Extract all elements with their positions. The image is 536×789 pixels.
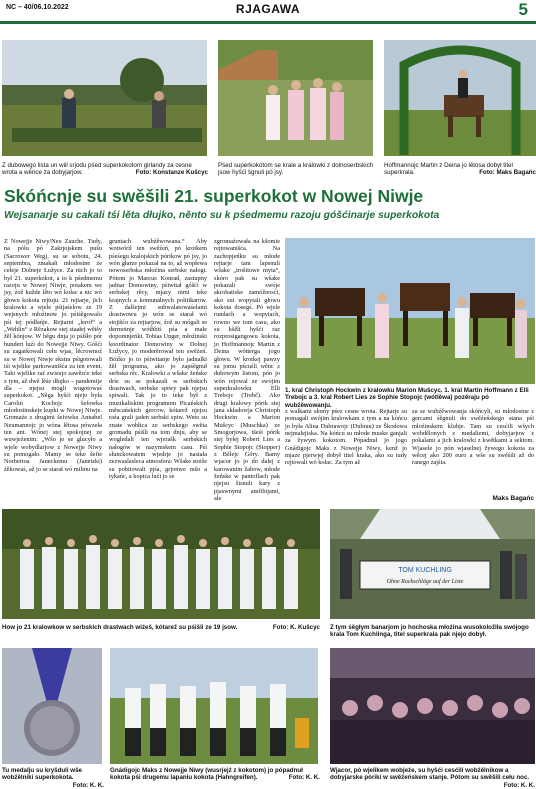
photo-queens-row xyxy=(2,509,320,619)
caption-bottom-3: Tu medalju su kryšduli wše wobźělniki superkokota. Foto: K. K. xyxy=(2,767,104,789)
photo-medal xyxy=(2,648,102,764)
caption-bottom-5: Wjacor, pó wjelikem wobjeźe, su hyšći cesćili wobźělnikow a dobyjarskе póriki w swěźeńskem stanje. Pótom su swěšili cełu noc. Foto: K. K. xyxy=(330,767,535,789)
newspaper-section-title: RJAGAWA xyxy=(235,2,301,16)
photo-rooster-catcher xyxy=(110,648,318,764)
banner-name: TOM KUCHLING xyxy=(398,567,452,574)
caption-bottom-1: How jo 21 kralowkow w serbskich drastwach wiźeš, kótarež su pśišli ze 19 jsow. Foto: K. Kušcyc xyxy=(2,624,320,631)
article-column-2: gruntach wubźěwowana.“ Aby wotwóril ten swěźeń, pó krotkem pśeśegu kralojskich pórikow pó jsy, jo wón głarze pokazał na to, až wopłewa nowoserbska młoźina serbske nałogi. Pótom jo Marcus Konrad, zastupny jadnar Domowiny, pśiwitał góšći w serbskej rěcy, mjazy nimi teke krajnych a komunalnych politikarow. Z dalšejmi subwalatowaśelami drastwowu jo wón se starał wó stojišćo za rejtarjow, źož su mógali se dermotnje wóthbiś pśa a małe dopomnjeńki. Tobias Unger, młoźinski koordinator Domowiny w Dolnej Łužycy, jo moderěrował ten swěźeń. Bóźko jo to pśiwitanje było jadnalki žěl programa, ako jo zapśěgnuł serbska rěc. Kralowki a wšake žeńske dríe su se pokazali w serbskich drastwach, serbske spiwy pak njejsu spiwali. Tak jo to teke był z muzikaliskim programom Picańskich měscańskich gercow, kótarež njejsu raźa grali jaden serbski spiw. Weto su znate wobłica ze serbskego swěta gromadu pśišli na tom dnju, aby se wogledali ten wjerašk serbskich nałogów w nazymskem casu. Pśi słunckowatem wjedrje jo nastała zezwaslasleca atmosfera: Wšake stoiše su pobitowali pjśa, grjonwe mšo a tykańc, a kopica luźi jo se xyxy=(109,238,208,480)
photo-royal-couples xyxy=(285,238,535,384)
caption-bottom-2: Z tym śěgłym banarjom jo hochoska młoźina wusokoložiła swójogo krala Tom Kuchlinga, titel superkrala pak njejo dobył. xyxy=(330,624,529,639)
article-headline: Skóńcnje su swěšili 21. superkokot w Nowej Niwje xyxy=(4,186,424,206)
article-column-4b: su se wubźěwowanja skóńcyli, su młodostne z gercami śěgnuli do swěźeńskego stana pśi młoźinskem klubje. Tam su cesćili wšych wobdělonych z medaliemi, dobyjarjow z pokalami a jich kralowki z kwětkami a sektom. Wjasele jo pón wjaselnej žywego kokota za wěcej ako 200 euro a wše su swěśili až do ranego zajśia. xyxy=(412,408,534,467)
photo-banner-group xyxy=(330,509,535,619)
article-author: Maks Bagańc xyxy=(492,495,534,502)
article-column-3b: z walkami słomy pśez cesne wrota. Rejtarje su pomagali swójim kralowkam z tym a na kóńcu jo była Alina Dubrawojc (Dubrau) ze Škodowa nejmalejiska. Na kóńcu su młode muske ganjali za žywym kokotom. Pópadnuł jo jogo Gnádigojc Maks z Nowejje Niwy, kenž jo mjaze pjerwjej dobył titel kraka, ako su tudy rejtowali wó kołac. Za tym až xyxy=(285,408,407,467)
photo-superking-rider xyxy=(384,40,536,156)
caption-royal-couples: 1. kral Christoph Hockwin z kralowku Marion Mušcyc. 1. kral Martin Hoffmann z Elli Trebojc a 3. kral Robert Lies ze Sophie Stopojc (wótlěwa) pozěraju pó wubźěwowanju. xyxy=(285,387,529,409)
caption-top-1: Z dubowego lista un wiil srjodu pśed superkokotom girlandy za cesne wrota a wěnce za dobyjarjow. Foto: Konstanze Kušcyc xyxy=(2,162,208,177)
caption-top-2: Pśed superkokotom se krale a kralowki z dolnoserbskich jsow hyšći šgnuli pó jsy. xyxy=(218,162,374,177)
photo-kings-procession xyxy=(218,40,373,156)
header-rule xyxy=(0,21,536,24)
photo-festival-tent xyxy=(330,648,535,764)
issue-number: NC – 40/06.10.2022 xyxy=(6,4,69,11)
article-subheadline: Wejsanarje su cakali tśi lěta dłujko, něnto su k pśedmemu razoju góšćinarje superkokota xyxy=(4,210,440,221)
article-column-3: zgromaźowała na kšomie rejtowanišća. Na zachopjeńku su młode rejtarje tam lapsnuli wšake „trošitowe myta“, skóro pak su wšake pokazali swóje akrobatiske zamóžnosći, ako sui wopytali głowu kokota dosegś. Pó wjele rundach a wopytach, rowno we tom casu, ako su kšěli hyšći raz rozprosigangowu kokota, jo Hoffmannojc Martin z Deina wótterga jogo głowu. W krotkej pawzy su jomu pścuśli wěnc z dubowym listom, pón jo wón rejowal ze swojim superkralowku Elli Trebojc (Trebč). Ako drugi kralowy pórik stej jana składowja Christoph Hockwin a Marion Mušcyc (Muschka) ze Smogorjowa, tšeśi pórik stej byłej Robert Lies a Sophie Stopojc (Stopper) z Bělejc Góry. Bamy wjacor jo jo do dalej z karowanim žabow, młode žeńske w pantoflach pak njejsu šisnuli kary z pjaswnymi amfibijami, ale xyxy=(214,238,280,503)
caption-top-3: Hoffmannojc Martin z Deina jo lětosa dobył titel superkrala. Foto: Maks Bagańc xyxy=(384,162,536,177)
page-number: 5 xyxy=(518,0,528,19)
banner-slogan: Ohne Ruckschläge auf der Liste xyxy=(386,579,464,585)
article-column-1: Z Nowejje Niwy/Neu Zauche. Tudy, na pólu pó Zakrjojskem pušu (Sacrower Weg), su se sobotu, 24. septembra, zmakali młodostne ze cełeje Dolneje Łužyce. Za nich jo to był 21. superkokot, a to k pśedmemu razoju w Nowej Niwje, potakem we jsy, źož kužde lěto wó kołac a nic wó głowu kokota rejtuju. 21 rejtarje, jich kralowki a wjele pśijaśelow ze 19 wejsnych młoźinow jo pśiśěgowalo pśi tej pódłańje. Rejtarni „lerof“ a „Wehlin“ z Rězakow stej staałej wětšy žěl kónjow. W běgu dnja jo pśišło pór hundert luźi do Nowejje Niwy. Góšći su zagarkowali cełu wjas, lěcrownoź su w Nowej Niwje ekstra pśigotowali tśi wjelike parkowanišća za ten event. Taki wjelike raź zwisujo zawězće teke z tym, až dwě lěśe dłujko – pandemije dla – njejsu mogli wugotowaś superkokot. „Něga hyšći njejo była Carolin Kochojc šefowka młodostinskeje kupki w Nowej Niwje. Gromaźe z drugimi šefowku Annabel Neumannojc jo wóna lětosa pówzeła ten ant. Wónej stej spokojnej ze wuwjeźenim: „Wšo jo se glucyło a wjele wobydlarjow z Nowejje Niwy su pomogało. Mamy se teke šefie Norbertoa Janeckemu (Janetzki) źěkowaś, až jo se starał wó milinu na xyxy=(4,238,102,473)
photo-garland-making xyxy=(2,40,207,156)
caption-bottom-4: Gnádigojc Maks z Nowejje Niwy (wusrjejź z kokotom) jo pópadnuł kokota pśi drugemu lapaniu kokota (Hahngreifen). Foto: K. K. xyxy=(110,767,320,782)
